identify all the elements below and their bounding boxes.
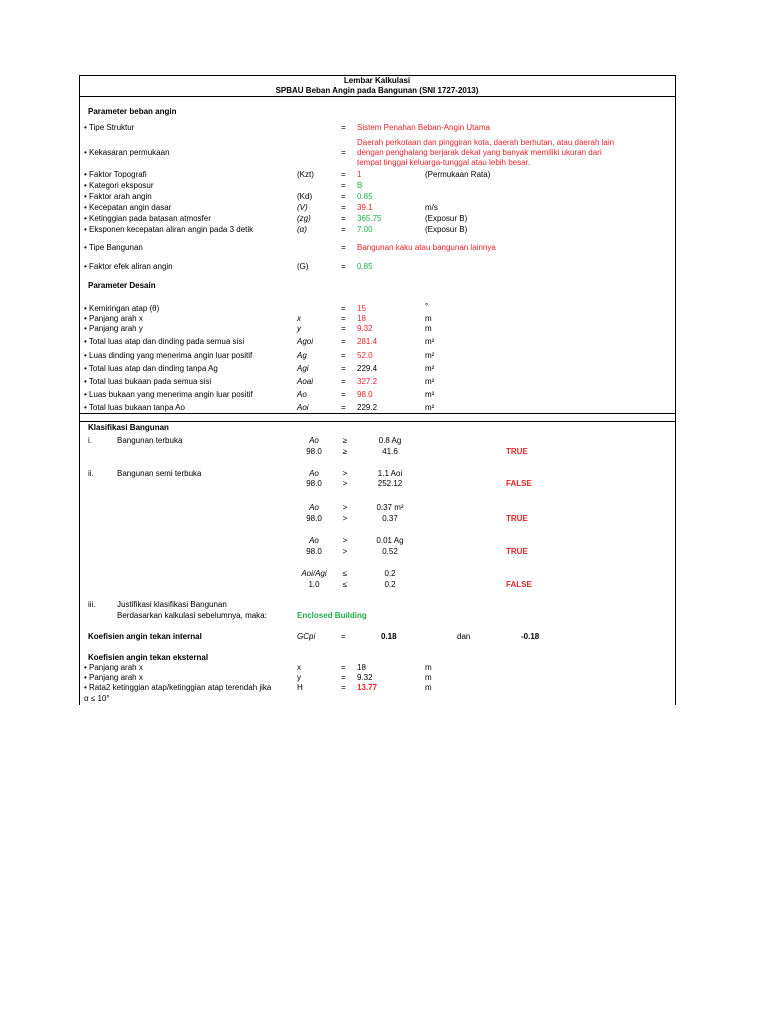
internal-pressure-label: Koefisien angin tekan internal — [88, 632, 202, 641]
param-value: 7.00 — [357, 225, 373, 234]
param-label: • Faktor efek aliran angin — [84, 262, 173, 271]
param-label: • Tipe Bangunan — [84, 243, 143, 252]
item-label: Bangunan terbuka — [117, 436, 183, 445]
param-label: • Kekasaran permukaan — [84, 148, 170, 157]
equals-sign: = — [341, 663, 346, 672]
param-symbol: Ao — [297, 390, 307, 399]
equals-sign: = — [341, 632, 346, 641]
param-unit: m² — [425, 364, 435, 373]
check-operator: > — [342, 479, 348, 488]
param-unit: m² — [425, 390, 435, 399]
section-divider — [79, 413, 675, 414]
check-rhs-value: 0.37 — [382, 514, 398, 523]
equals-sign: = — [341, 214, 346, 223]
sheet-title: Lembar Kalkulasi — [343, 76, 411, 85]
equals-sign: = — [341, 123, 346, 132]
param-value: Daerah perkotaan dan pinggiran kota, daerah berhutan, atau daerah lain dengan penghalang berjarak dekat yang banyak memiliki ukuran dari tempat tinggal keluarga-tunggal atau lebih besar. — [357, 138, 615, 167]
equals-sign: = — [341, 377, 346, 386]
equals-sign: = — [341, 390, 346, 399]
param-value: 229.2 — [357, 403, 378, 412]
equals-sign: = — [341, 683, 346, 692]
check-rhs: 0.8 Ag — [378, 436, 402, 445]
internal-pressure-negative: -0.18 — [521, 632, 540, 641]
param-value: Bangunan kaku atau bangunan lainnya — [357, 243, 496, 252]
check-operator: > — [342, 547, 348, 556]
check-lhs: Aoi/Agi — [301, 569, 327, 578]
check-rhs-value: 252.12 — [377, 479, 403, 488]
check-result: TRUE — [506, 514, 528, 523]
param-label: • Total luas atap dan dinding tanpa Ag — [84, 364, 218, 373]
check-rhs: 0.01 Ag — [376, 536, 404, 545]
param-label: • Total luas atap dan dinding pada semua sisi — [84, 337, 245, 346]
param-value: 365.75 — [357, 214, 382, 223]
param-symbol: (Kd) — [297, 192, 313, 201]
param-symbol: Agi — [297, 364, 309, 373]
param-value: B — [357, 181, 363, 190]
internal-pressure-symbol: GCpi — [297, 632, 316, 641]
check-lhs-value: 1.0 — [308, 580, 320, 589]
check-lhs: Ao — [309, 469, 319, 478]
param-unit: m² — [425, 351, 435, 360]
check-lhs: Ao — [309, 436, 319, 445]
equals-sign: = — [341, 364, 346, 373]
param-unit: (Permukaan Rata) — [425, 170, 491, 179]
equals-sign: = — [341, 262, 346, 271]
param-unit: (Exposur B) — [425, 225, 468, 234]
param-value: 0.85 — [357, 192, 373, 201]
param-label: • Kategori eksposur — [84, 181, 154, 190]
check-operator: ≥ — [342, 436, 348, 445]
param-label: • Luas bukaan yang menerima angin luar positif — [84, 390, 253, 399]
equals-sign: = — [341, 192, 346, 201]
param-label: • Kemiringan atap (θ) — [84, 304, 160, 313]
param-value: 9.32 — [357, 673, 373, 682]
param-unit: m — [425, 324, 432, 333]
section-title: Parameter beban angin — [88, 107, 177, 116]
item-number: iii. — [88, 600, 96, 609]
check-operator: > — [342, 503, 348, 512]
equals-sign: = — [341, 403, 346, 412]
param-value: Sistem Penahan Beban-Angin Utama — [357, 123, 490, 132]
internal-pressure-and: dan — [457, 632, 471, 641]
item-label: Berdasarkan kalkulasi sebelumnya, maka: — [117, 611, 267, 620]
param-value: 98.0 — [357, 390, 373, 399]
param-symbol: Aoai — [297, 377, 314, 386]
param-symbol: y — [297, 673, 301, 682]
param-label: • Total luas bukaan tanpa Ao — [84, 403, 185, 412]
equals-sign: = — [341, 243, 346, 252]
equals-sign: = — [341, 673, 346, 682]
param-value: 13.77 — [357, 683, 378, 692]
check-rhs-value: 0.2 — [384, 580, 396, 589]
param-symbol: x — [297, 314, 301, 323]
param-unit: (Exposur B) — [425, 214, 468, 223]
param-label: • Panjang arah y — [84, 324, 143, 333]
param-unit: m/s — [425, 203, 438, 212]
param-unit: m² — [425, 337, 435, 346]
param-unit: m² — [425, 377, 435, 386]
param-label: • Faktor arah angin — [84, 192, 152, 201]
param-value: 0.85 — [357, 262, 373, 271]
param-label: • Faktor Topografi — [84, 170, 147, 179]
section-title: Parameter Desain — [88, 281, 156, 290]
param-unit: m² — [425, 403, 435, 412]
check-operator: ≤ — [342, 569, 348, 578]
param-value: 18 — [357, 663, 366, 672]
check-operator: ≤ — [342, 580, 348, 589]
param-symbol: (G) — [297, 262, 309, 271]
check-lhs-value: 98.0 — [306, 479, 322, 488]
param-label: • Rata2 ketinggian atap/ketinggian atap terendah jika — [84, 683, 272, 692]
item-number: ii. — [88, 469, 94, 478]
param-symbol: (α) — [297, 225, 307, 234]
equals-sign: = — [341, 170, 346, 179]
section-title: Klasifikasi Bangunan — [88, 423, 169, 432]
param-symbol: x — [297, 663, 301, 672]
param-symbol: (zg) — [297, 214, 311, 223]
equals-sign: = — [341, 324, 346, 333]
header-divider — [79, 96, 675, 97]
param-symbol: (V) — [297, 203, 308, 212]
param-label: • Ketinggian pada batasan atmosfer — [84, 214, 211, 223]
check-result: TRUE — [506, 447, 528, 456]
param-symbol: (Kzt) — [297, 170, 314, 179]
check-result: TRUE — [506, 547, 528, 556]
param-unit: m — [425, 663, 432, 672]
footnote: α ≤ 10° — [84, 694, 110, 703]
equals-sign: = — [341, 225, 346, 234]
param-label: • Panjang arah x — [84, 314, 143, 323]
param-label: • Panjang arah x — [84, 673, 143, 682]
check-operator: ≥ — [342, 447, 348, 456]
check-result: FALSE — [506, 580, 532, 589]
equals-sign: = — [341, 203, 346, 212]
equals-sign: = — [341, 351, 346, 360]
param-value: 281.4 — [357, 337, 378, 346]
item-label: Bangunan semi terbuka — [117, 469, 202, 478]
section-divider — [79, 421, 675, 422]
check-rhs: 0.2 — [384, 569, 396, 578]
check-lhs-value: 98.0 — [306, 547, 322, 556]
param-unit: m — [425, 683, 432, 692]
equals-sign: = — [341, 181, 346, 190]
internal-pressure-positive: 0.18 — [381, 632, 397, 641]
param-value: 18 — [357, 314, 366, 323]
param-value: 327.2 — [357, 377, 378, 386]
param-unit: m — [425, 673, 432, 682]
sheet-border-right — [675, 75, 676, 705]
param-symbol: Agoi — [297, 337, 314, 346]
param-unit: m — [425, 314, 432, 323]
section-title: Koefisien angin tekan eksternal — [88, 653, 209, 662]
param-value: 1 — [357, 170, 362, 179]
param-symbol: Aoi — [297, 403, 309, 412]
param-value: 15 — [357, 304, 366, 313]
equals-sign: = — [341, 314, 346, 323]
check-operator: > — [342, 469, 348, 478]
check-lhs-value: 98.0 — [306, 514, 322, 523]
check-rhs: 1.1 Aoi — [377, 469, 403, 478]
check-result: FALSE — [506, 479, 532, 488]
param-value: 229.4 — [357, 364, 378, 373]
param-label: • Tipe Struktur — [84, 123, 135, 132]
check-lhs: Ao — [309, 503, 319, 512]
param-symbol: y — [297, 324, 301, 333]
check-lhs-value: 98.0 — [306, 447, 322, 456]
sheet-subtitle: SPBAU Beban Angin pada Bangunan (SNI 1727-2013) — [275, 86, 479, 95]
param-value: 9.32 — [357, 324, 373, 333]
check-rhs-value: 0.52 — [382, 547, 398, 556]
equals-sign: = — [341, 304, 346, 313]
item-label: Justifikasi klasifikasi Bangunan — [117, 600, 227, 609]
param-label: • Eksponen kecepatan aliran angin pada 3 detik — [84, 225, 254, 234]
sheet-border-left — [79, 75, 80, 705]
item-number: i. — [88, 436, 92, 445]
check-operator: > — [342, 514, 348, 523]
param-value: 52.0 — [357, 351, 373, 360]
check-lhs: Ao — [309, 536, 319, 545]
param-symbol: Ag — [297, 351, 307, 360]
check-rhs: 0.37 m² — [376, 503, 404, 512]
check-operator: > — [342, 536, 348, 545]
param-label: • Panjang arah x — [84, 663, 143, 672]
param-symbol: H — [297, 683, 303, 692]
param-label: • Total luas bukaan pada semua sisi — [84, 377, 212, 386]
param-value: 39.1 — [357, 203, 373, 212]
param-label: • Kecepatan angin dasar — [84, 203, 172, 212]
check-rhs-value: 41.6 — [382, 447, 398, 456]
equals-sign: = — [341, 148, 346, 157]
param-label: • Luas dinding yang menerima angin luar positif — [84, 351, 253, 360]
classification-result: Enclosed Building — [297, 611, 367, 620]
param-unit: ° — [425, 302, 429, 311]
equals-sign: = — [341, 337, 346, 346]
